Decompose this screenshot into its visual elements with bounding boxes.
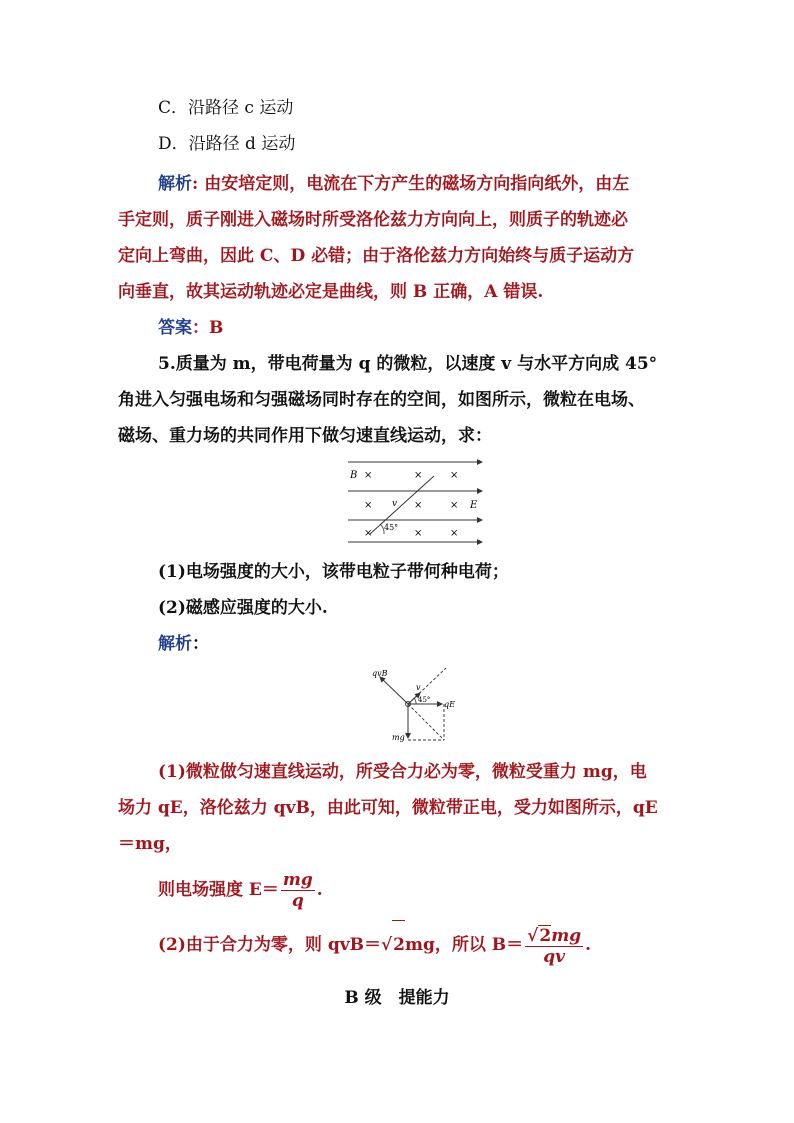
solution-e-period: .	[316, 880, 323, 900]
label-v: v	[392, 499, 398, 509]
q5-line1: 5.质量为 m，带电荷量为 q 的微粒，以速度 v 与水平方向成 45°	[158, 354, 658, 374]
solution-line3: ＝mg，	[118, 834, 182, 854]
option-d: D．沿路径 d 运动	[158, 134, 296, 154]
label-mg: mg	[392, 733, 405, 742]
sqrt-symbol: √	[380, 935, 393, 955]
option-c: C．沿路径 c 运动	[158, 98, 294, 118]
analysis1-line1	[158, 172, 728, 196]
fraction-b-numerator	[525, 925, 583, 947]
solution-line2: 场力 qE，洛伦兹力 qvB，由此可知，微粒带正电，受力如图所示，qE	[118, 798, 658, 818]
cross-mark: ×	[364, 500, 373, 511]
analysis2-line	[158, 632, 728, 656]
analysis1-line2: 手定则，质子刚进入磁场时所受洛伦兹力方向向上，则质子的轨迹必	[118, 210, 628, 230]
analysis2-label: 解析	[158, 634, 192, 654]
analysis1-line4: 向垂直，故其运动轨迹必定是曲线，则 B 正确，A 错误.	[118, 282, 544, 302]
fraction-numerator: mg	[282, 870, 313, 890]
fraction-b-denominator: qv	[543, 946, 565, 967]
cross-mark: ×	[450, 500, 459, 511]
solution-line4	[158, 868, 728, 912]
cross-mark: ×	[414, 500, 423, 511]
angle-arc	[414, 698, 416, 704]
sqrt-radicand: 2	[392, 920, 405, 969]
answer-label: 答案	[158, 318, 192, 338]
solution-b-middle: mg，所以 B＝	[405, 935, 524, 955]
label-b: B	[350, 470, 358, 481]
field-figure	[340, 456, 490, 548]
trajectory-line	[370, 476, 434, 534]
answer-value: ：B	[192, 318, 224, 338]
q5-sub2: (2)磁感应强度的大小.	[158, 598, 328, 618]
cross-mark: ×	[450, 470, 459, 481]
q5-sub1: (1)电场强度的大小，该带电粒子带何种电荷；	[158, 562, 509, 582]
cross-mark: ×	[450, 528, 459, 539]
label-qe: qE	[444, 700, 455, 709]
cross-mark: ×	[414, 528, 423, 539]
analysis1-line3: 定向上弯曲，因此 C、D 必错；由于洛伦兹力方向始终与质子运动方	[118, 246, 635, 266]
cross-mark: ×	[364, 528, 373, 539]
answer-line	[158, 316, 728, 340]
cross-mark: ×	[364, 470, 373, 481]
section-heading: B 级 提能力	[344, 988, 450, 1008]
force-diagram	[368, 664, 464, 746]
label-qvb: qvB	[372, 669, 388, 678]
label-v: v	[416, 683, 421, 692]
analysis-label: 解析	[158, 174, 192, 194]
analysis1-text1: : 由安培定则，电流在下方产生的磁场方向指向纸外，由左	[192, 174, 630, 194]
sqrt-radicand: 2	[539, 925, 552, 946]
dashed-diagonal	[408, 704, 444, 740]
fraction-mg-over-q	[281, 870, 315, 911]
solution-line5	[158, 920, 728, 969]
lorentz-arrow	[380, 677, 408, 704]
q5-line2: 角进入匀强电场和匀强磁场同时存在的空间，如图所示，微粒在电场、	[118, 390, 645, 410]
angle-label: 45°	[384, 523, 399, 532]
fraction-denominator: q	[291, 891, 304, 911]
cross-mark: ×	[414, 470, 423, 481]
label-e: E	[470, 500, 478, 511]
solution-b-prefix: (2)由于合力为零，则 qvB＝	[158, 935, 381, 955]
numerator-text: mg	[551, 925, 582, 946]
solution-b-period: .	[585, 935, 591, 955]
fraction-b	[525, 925, 583, 967]
analysis2-colon: ：	[192, 634, 209, 654]
angle-label: 45°	[418, 696, 431, 704]
solution-line1: (1)微粒做匀速直线运动，所受合力必为零，微粒受重力 mg，电	[158, 762, 647, 782]
q5-line3: 磁场、重力场的共同作用下做匀速直线运动，求：	[118, 426, 492, 446]
solution-e-prefix: 则电场强度 E＝	[158, 880, 279, 900]
sqrt-symbol: √	[527, 925, 539, 946]
